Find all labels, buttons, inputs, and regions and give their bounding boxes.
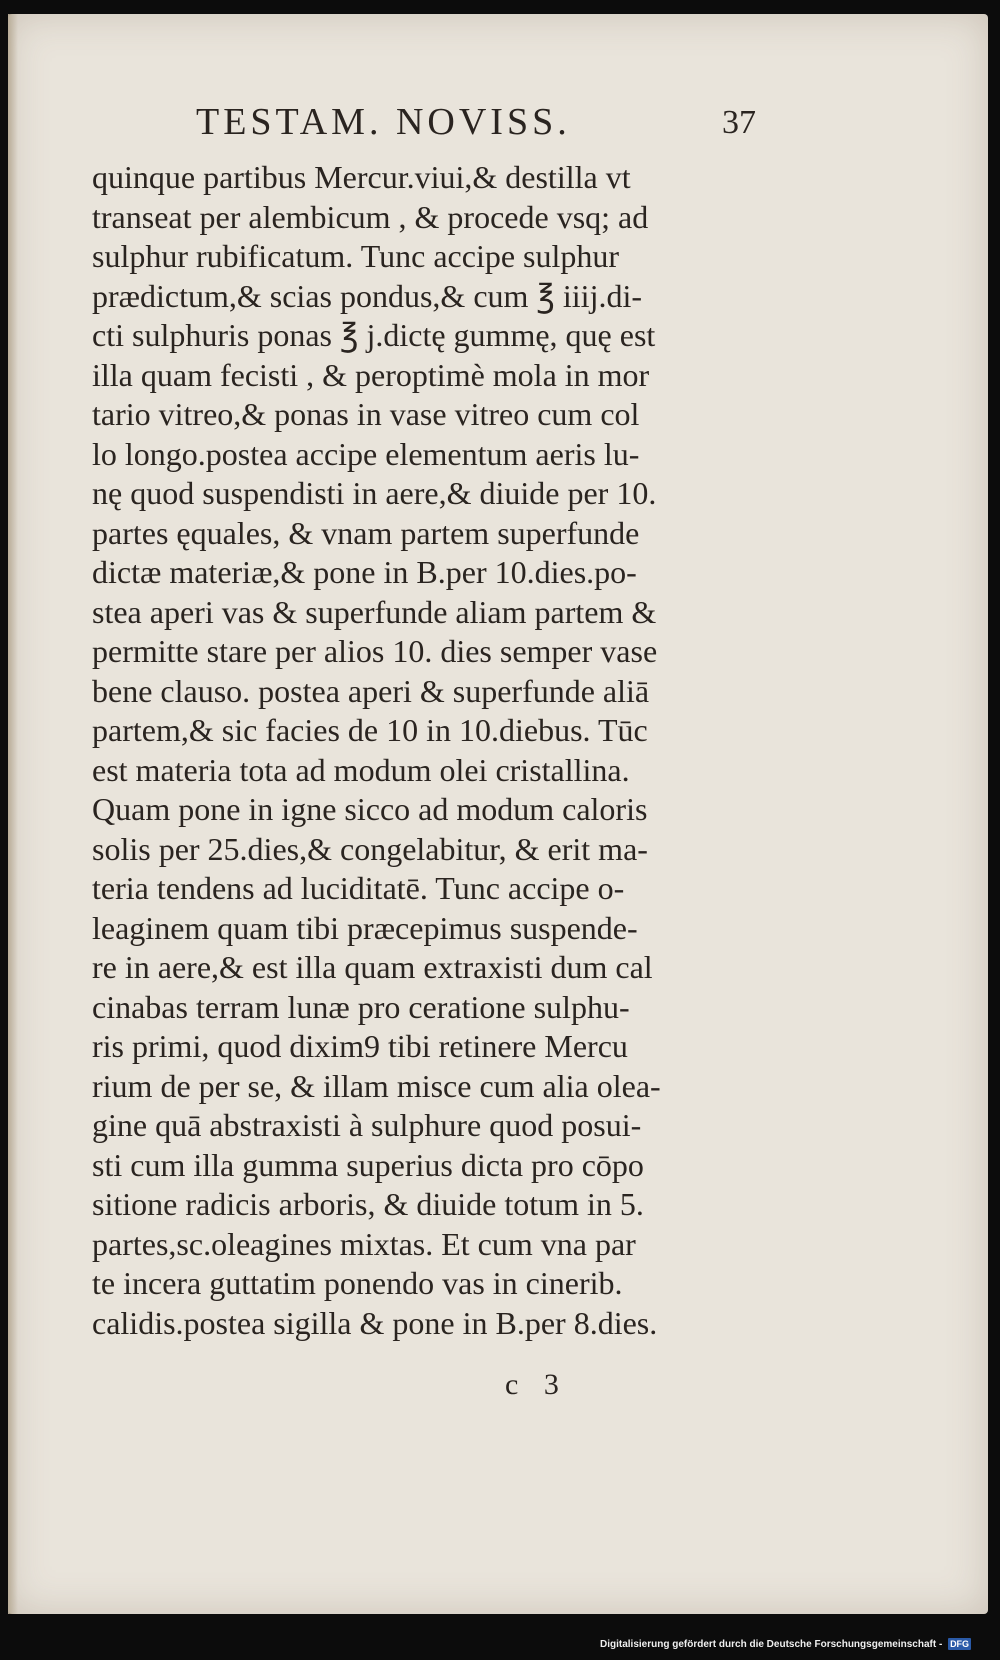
text-line: Quam pone in igne sicco ad modum caloris	[92, 791, 648, 827]
text-line: sti cum illa gumma superius dicta pro cōpo	[92, 1146, 644, 1183]
text-line: te incera guttatim ponendo vas in cinerib.	[92, 1265, 623, 1301]
text-line: tario vitreo,& ponas in vase vitreo cum col	[92, 396, 640, 432]
text-line: teria tendens ad luciditatē. Tunc accipe o-	[92, 870, 625, 906]
body-text	[92, 158, 772, 1343]
text-line: est materia tota ad modum olei cristallina.	[92, 751, 630, 788]
text-line: permitte stare per alios 10. dies semper vase	[92, 633, 658, 669]
text-line: rium de per se, & illam misce cum alia olea-	[92, 1067, 661, 1104]
text-line: ris primi, quod dixim9 tibi retinere Mercu	[92, 1028, 628, 1064]
footer-text: Digitalisierung gefördert durch die Deutsche Forschungsgemeinschaft -	[600, 1639, 943, 1650]
text-line: calidis.postea sigilla & pone in B.per 8.dies.	[92, 1304, 658, 1341]
running-title: TESTAM. NOVISS.	[196, 101, 571, 143]
page-gutter-shadow	[8, 14, 18, 1614]
text-line: stea aperi vas & superfunde aliam partem &	[92, 593, 657, 630]
text-line: bene clauso. postea aperi & superfunde aliā	[92, 672, 650, 709]
text-line: cti sulphuris ponas ℥ j.dictę gummę, quę est	[92, 317, 656, 353]
text-line: partem,& sic facies de 10 in 10.diebus. Tūc	[92, 712, 648, 748]
signature-mark: c 3	[505, 1368, 559, 1401]
text-line: partes,sc.oleagines mixtas. Et cum vna par	[92, 1225, 636, 1262]
text-line: gine quā abstraxisti à sulphure quod posui-	[92, 1107, 642, 1143]
text-line: solis per 25.dies,& congelabitur, & erit ma-	[92, 830, 648, 867]
text-line: nę quod suspendisti in aere,& diuide per 10.	[92, 475, 657, 511]
digitization-footer	[600, 1638, 990, 1656]
text-line: quinque partibus Mercur.viui,& destilla vt	[92, 159, 631, 195]
dfg-logo: DFG	[950, 1639, 970, 1649]
text-line: cinabas terram lunæ pro ceratione sulphu-	[92, 988, 630, 1025]
text-line: sitione radicis arboris, & diuide totum in 5.	[92, 1186, 644, 1222]
text-line: lo longo.postea accipe elementum aeris lu-	[92, 435, 640, 472]
text-line: prædictum,& scias pondus,& cum ℥ iiij.di-	[92, 277, 642, 314]
text-line: leaginem quam tibi præcepimus suspende-	[92, 909, 638, 946]
text-line: transeat per alembicum , & procede vsq; ad	[92, 198, 649, 235]
text-line: dictæ materiæ,& pone in B.per 10.dies.po-	[92, 554, 637, 590]
text-line: partes ęquales, & vnam partem superfunde	[92, 514, 640, 551]
text-line: re in aere,& est illa quam extraxisti dum cal	[92, 949, 653, 985]
running-head	[0, 100, 1000, 150]
text-line: illa quam fecisti , & peroptimè mola in mor	[92, 356, 650, 393]
text-line: sulphur rubificatum. Tunc accipe sulphur	[92, 238, 620, 274]
page-number: 37	[722, 104, 756, 141]
